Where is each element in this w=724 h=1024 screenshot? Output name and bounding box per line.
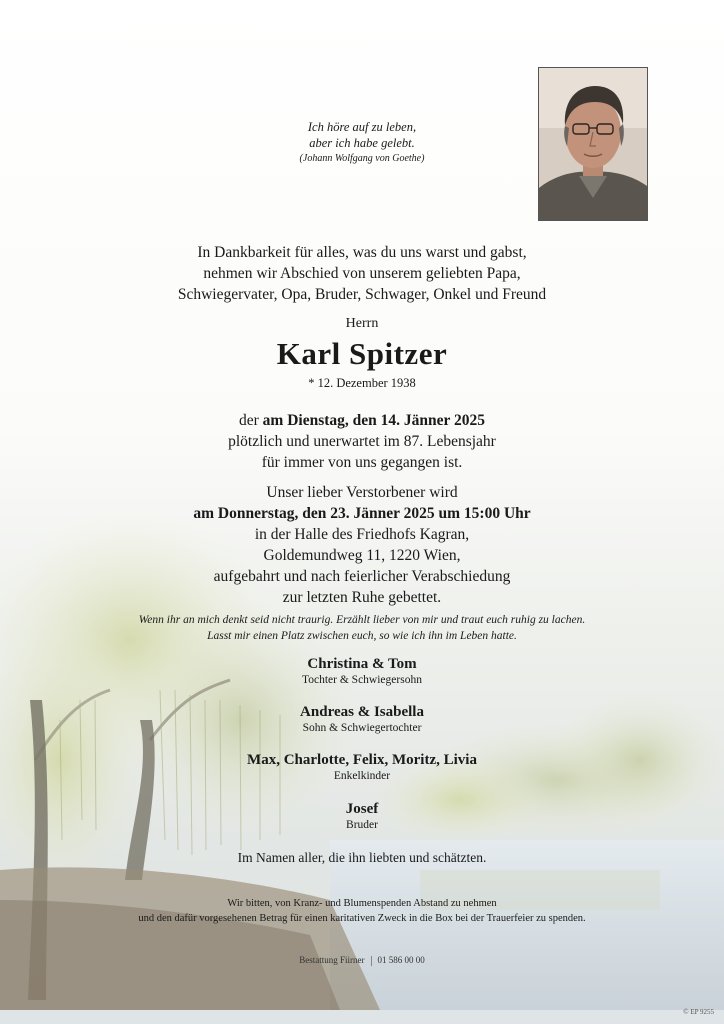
mourner-relation: Enkelkinder [333,770,391,782]
death-date: am Dienstag, den 14. Jänner 2025 [262,412,485,429]
salutation: Herrn [345,316,379,331]
funeral-line-3: in der Halle des Friedhofs Kagran, [254,526,470,543]
funeral-home-footer [0,955,724,966]
quote-line-1: Ich höre auf zu leben, [307,120,417,134]
quote-line-2: aber ich habe gelebt. [309,136,415,150]
mourner-name: Andreas & Isabella [300,704,424,720]
intro-line-1: In Dankbarkeit für alles, was du uns warst und gabst, [197,244,527,261]
death-line-2: plötzlich und unerwartet im 87. Lebensjahr [228,433,496,450]
funeral-date [0,503,724,524]
intro-text [0,242,724,305]
mourner-name: Christina & Tom [307,656,417,672]
mourner-relation: Sohn & Schwiegertochter [302,722,422,734]
goethe-quote [180,119,544,167]
funeral-line-1: Unser lieber Verstorbener wird [266,484,458,501]
footer-divider [371,956,372,966]
death-notice [0,410,724,473]
request-line-1: Wir bitten, von Kranz- und Blumenspenden Abstand zu nehmen [227,898,497,909]
mourner-group [0,655,724,688]
funeral-line-4: Goldemundweg 11, 1220 Wien, [263,547,461,564]
intro-line-3: Schwiegervater, Opa, Bruder, Schwager, Onkel und Freund [177,286,547,303]
mourner-relation: Tochter & Schwiegersohn [302,674,422,686]
mourner-relation: Bruder [346,819,378,831]
funeral-home-phone: 01 586 00 00 [377,955,425,965]
print-code: © EP 9255 [683,1008,714,1016]
mourner-group [0,800,724,833]
funeral-line-6: zur letzten Ruhe gebettet. [282,589,442,606]
death-line-1 [0,410,724,431]
memorial-poem [0,612,724,644]
death-prefix: der [239,412,263,429]
mourner-name: Max, Charlotte, Felix, Moritz, Livia [247,752,477,768]
quote-source: (Johann Wolfgang von Goethe) [299,153,425,164]
portrait-photo [538,67,648,221]
donation-request [0,896,724,926]
poem-line-1: Wenn ihr an mich denkt seid nicht traurig. Erzählt lieber von mir und traut euch ruhig zu lachen. [138,614,586,626]
mourner-name: Josef [345,801,379,817]
deceased-name: Karl Spitzer [276,336,448,371]
portrait-image [539,68,647,220]
birth-date: * 12. Dezember 1938 [308,376,416,390]
closing-line: Im Namen aller, die ihn liebten und schätzten. [237,850,487,865]
funeral-date-text: am Donnerstag, den 23. Jänner 2025 um 15:00 Uhr [193,505,531,522]
death-line-3: für immer von uns gegangen ist. [261,454,463,471]
request-line-2: und den dafür vorgesehenen Betrag für einen karitativen Zweck in die Box bei der Trauerfeier zu spenden. [138,913,586,924]
funeral-home-name: Bestattung Fiirner [299,955,365,965]
mourner-group [0,751,724,784]
funeral-line-5: aufgebahrt und nach feierlicher Verabschiedung [213,568,511,585]
funeral-details [0,482,724,608]
intro-line-2: nehmen wir Abschied von unserem geliebten Papa, [203,265,521,282]
mourner-group [0,703,724,736]
poem-line-2: Lasst mir einen Platz zwischen euch, so wie ich ihn im Leben hatte. [207,630,517,642]
